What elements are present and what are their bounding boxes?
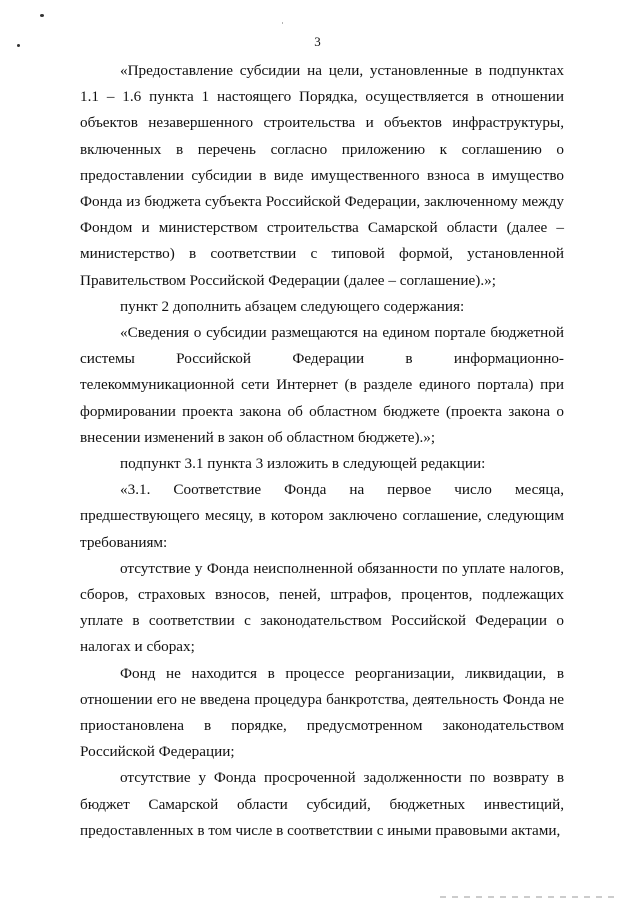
scan-artifact-dot [40,14,44,17]
document-body [80,58,564,844]
paragraph-subsidy-info-portal: «Сведения о субсидии размещаются на едином портале бюджетной системы Российской Федерации в информационно-телекоммуникационной сети Интернет (в разделе единого портала) при формировании проекта закона об областном бюджете (проекта закона о внесении изменений в закон об областном бюджете).»; [80,324,564,446]
paragraph-fund-compliance: «3.1. Соответствие Фонда на первое число месяца, предшествующего месяцу, в котором заключено соглашение, следующим требованиям: [80,481,564,551]
paragraph-no-overdue-debt: отсутствие у Фонда просроченной задолженности по возврату в бюджет Самарской области субсидий, бюджетных инвестиций, предоставленных в том числе в соответствии с иными правовыми актами, [80,769,564,839]
paragraph-amend-subpoint-3-1: подпункт 3.1 пункта 3 изложить в следующей редакции: [120,455,486,473]
paragraph-no-reorganization: Фонд не находится в процессе реорганизации, ликвидации, в отношении его не введена процедура банкротства, деятельность Фонда не приостановлена в порядке, предусмотренном законодательством Российской Федерации; [80,664,564,761]
paragraph-no-tax-debt: отсутствие у Фонда неисполненной обязанности по уплате налогов, сборов, страховых взносов, пеней, штрафов, процентов, подлежащих уплате в соответствии с законодательством Российской Федерации о налогах и сборах; [80,559,564,656]
scan-artifact-bottom [440,896,615,898]
scan-artifact-dot [282,22,283,24]
page-number: 3 [314,34,321,49]
paragraph-amend-point-2: пункт 2 дополнить абзацем следующего содержания: [120,297,465,315]
paragraph-provision-of-subsidy: «Предоставление субсидии на цели, установленные в подпунктах 1.1 – 1.6 пункта 1 настоящего Порядка, осуществляется в отношении объектов незавершенного строительства и объектов инфраструктуры, включенных в перечень согласно приложению к соглашению о предоставлении субсидии в виде имущественного взноса в имущество Фонда из бюджета субъекта Российской Федерации, заключенному между Фондом и министерством строительства Самарской области (далее – министерство) в соответствии с типовой формой, установленной Правительством Российской Федерации (далее – соглашение).»; [80,62,564,289]
